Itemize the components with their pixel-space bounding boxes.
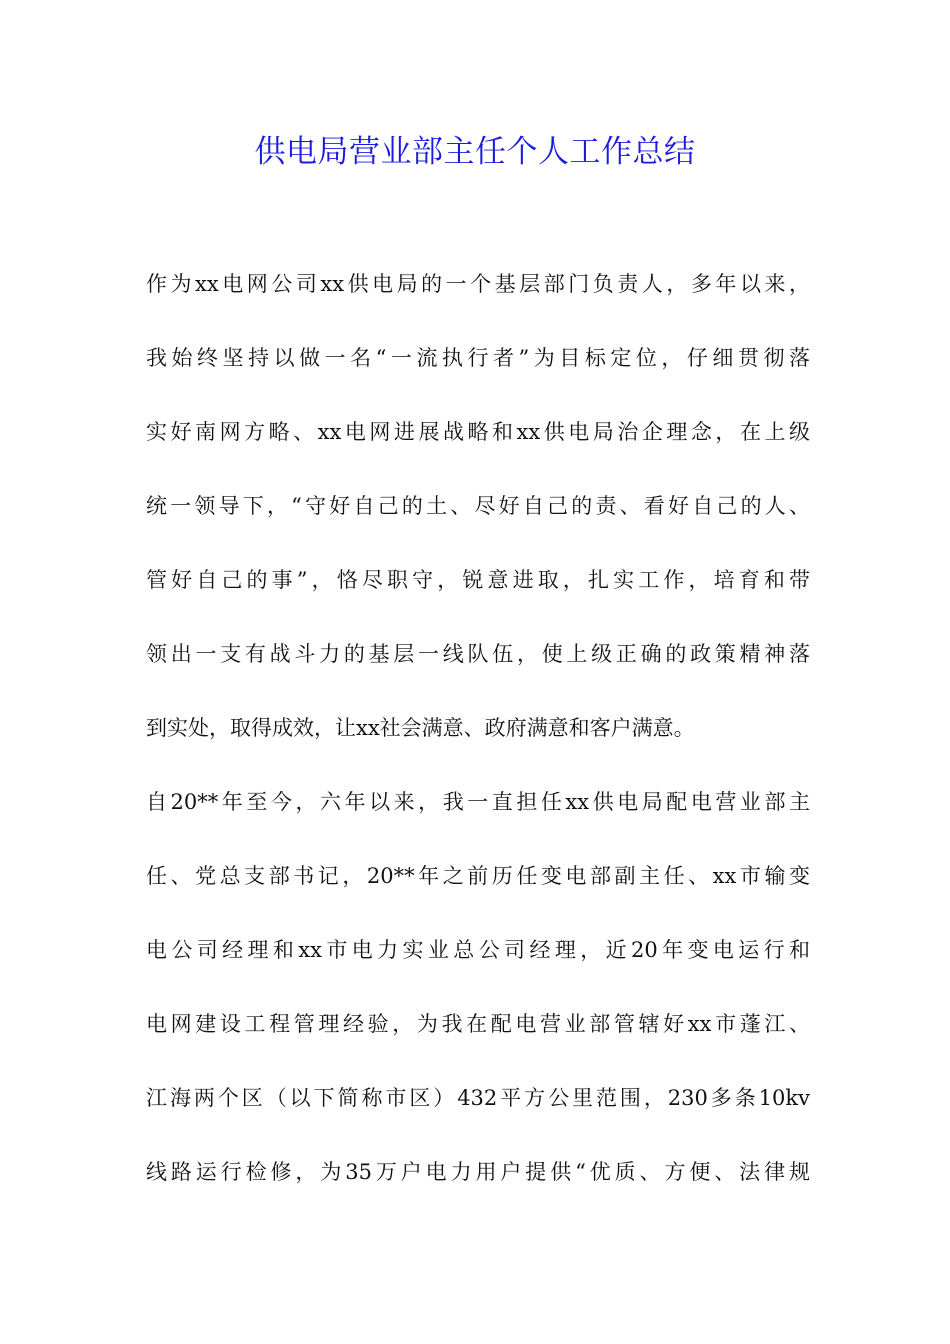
document-title: 供电局营业部主任个人工作总结 [254, 134, 696, 170]
paragraph-line: 到实处，取得成效，让xx社会满意、政府满意和客户满意。 [146, 716, 695, 740]
paragraph-line: 电网建设工程管理经验，为我在配电营业部管辖好xx市蓬江、 [146, 1012, 810, 1036]
paragraph-line: 我始终坚持以做一名“一流执行者”为目标定位，仔细贯彻落 [146, 346, 810, 370]
paragraph-line: 统一领导下，“守好自己的土、尽好自己的责、看好自己的人、 [146, 494, 810, 518]
paragraph-line: 任、党总支部书记，20**年之前历任变电部副主任、xx市输变 [146, 864, 810, 888]
paragraph-line: 管好自己的事”，恪尽职守，锐意进取，扎实工作，培育和带 [146, 568, 810, 592]
paragraph-line: 实好南网方略、xx电网进展战略和xx供电局治企理念，在上级 [146, 420, 810, 444]
paragraph-line: 江海两个区（以下简称市区）432平方公里范围，230多条10kv [146, 1086, 810, 1110]
paragraph-line: 作为xx电网公司xx供电局的一个基层部门负责人，多年以来， [146, 272, 810, 296]
paragraph-line: 电公司经理和xx市电力实业总公司经理，近20年变电运行和 [146, 938, 810, 962]
paragraph-line: 自20**年至今，六年以来，我一直担任xx供电局配电营业部主 [146, 790, 810, 814]
paragraph-line: 线路运行检修，为35万户电力用户提供“优质、方便、法律规 [146, 1160, 810, 1184]
paragraph-line: 领出一支有战斗力的基层一线队伍，使上级正确的政策精神落 [146, 642, 810, 666]
